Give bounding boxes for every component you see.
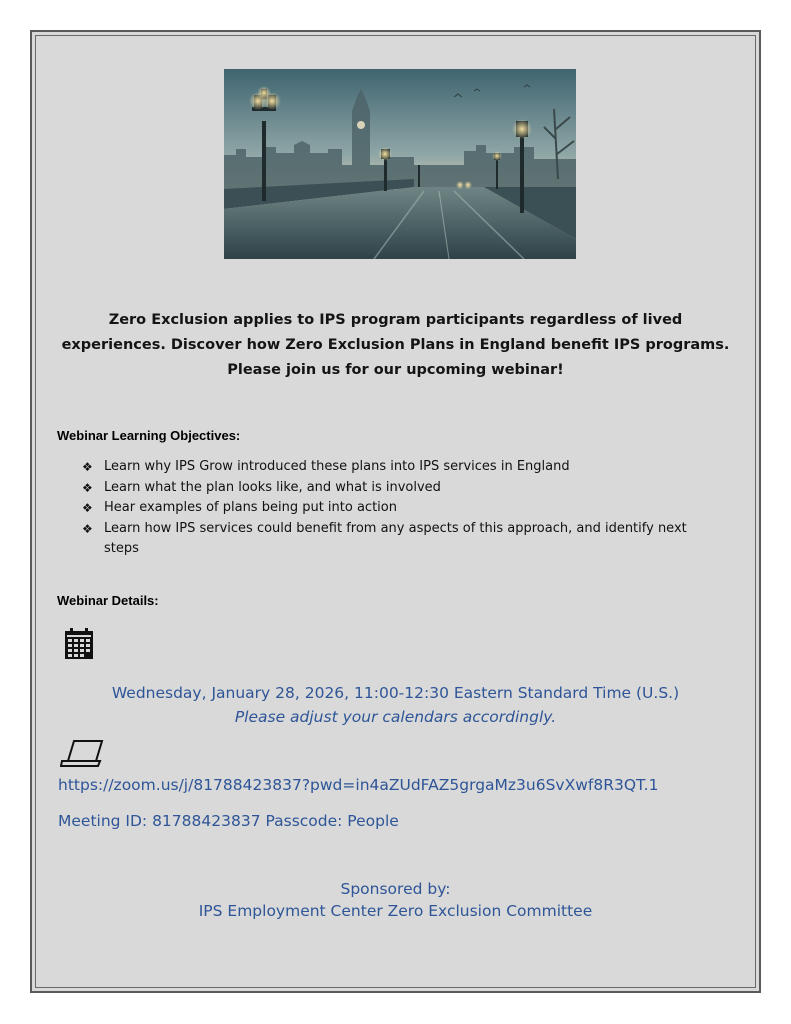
intro-line-1: Zero Exclusion applies to IPS program participants regardless of lived xyxy=(108,312,683,328)
diamond-bullet-icon: ❖ xyxy=(82,460,93,474)
intro-line-3: Please join us for our upcoming webinar! xyxy=(227,362,564,378)
flyer-frame xyxy=(30,30,761,993)
list-item xyxy=(82,457,702,478)
flyer-panel xyxy=(35,35,756,988)
calendar-note: Please adjust your calendars accordingly. xyxy=(234,708,557,726)
datetime-text: Wednesday, January 28, 2026, 11:00-12:30 Eastern Standard Time (U.S.) xyxy=(111,684,680,702)
details-heading: Webinar Details: xyxy=(57,593,159,608)
intro-paragraph xyxy=(56,308,735,383)
list-item xyxy=(82,478,702,499)
objective-text: Learn why IPS Grow introduced these plans into IPS services in England xyxy=(104,459,570,474)
webinar-datetime xyxy=(36,681,755,729)
laptop-icon xyxy=(60,739,104,773)
intro-line-2: experiences. Discover how Zero Exclusion Plans in England benefit IPS programs. xyxy=(61,337,730,353)
list-item xyxy=(82,498,702,519)
diamond-bullet-icon: ❖ xyxy=(82,480,93,495)
calendar-icon xyxy=(64,628,94,664)
objective-text: Learn what the plan looks like, and what is involved xyxy=(104,479,441,495)
objective-text: Learn how IPS services could benefit from any aspects of this approach, and identify next steps xyxy=(104,520,687,556)
sponsor-label: Sponsored by: xyxy=(340,880,451,898)
zoom-link[interactable]: https://zoom.us/j/81788423837?pwd=in4aZUdFAZ5grgaMz3u6SvXwf8R3QT.1 xyxy=(58,776,659,794)
meeting-credentials: Meeting ID: 81788423837 Passcode: People xyxy=(58,812,399,830)
objective-text: Hear examples of plans being put into action xyxy=(104,500,397,515)
objectives-heading: Webinar Learning Objectives: xyxy=(57,428,241,443)
diamond-bullet-icon: ❖ xyxy=(82,521,93,536)
london-bridge-photo xyxy=(224,69,576,259)
diamond-bullet-icon: ❖ xyxy=(82,501,93,515)
sponsor-name: IPS Employment Center Zero Exclusion Committee xyxy=(198,902,593,920)
list-item xyxy=(82,519,702,560)
sponsor-block xyxy=(36,878,755,922)
objectives-list xyxy=(82,457,702,560)
